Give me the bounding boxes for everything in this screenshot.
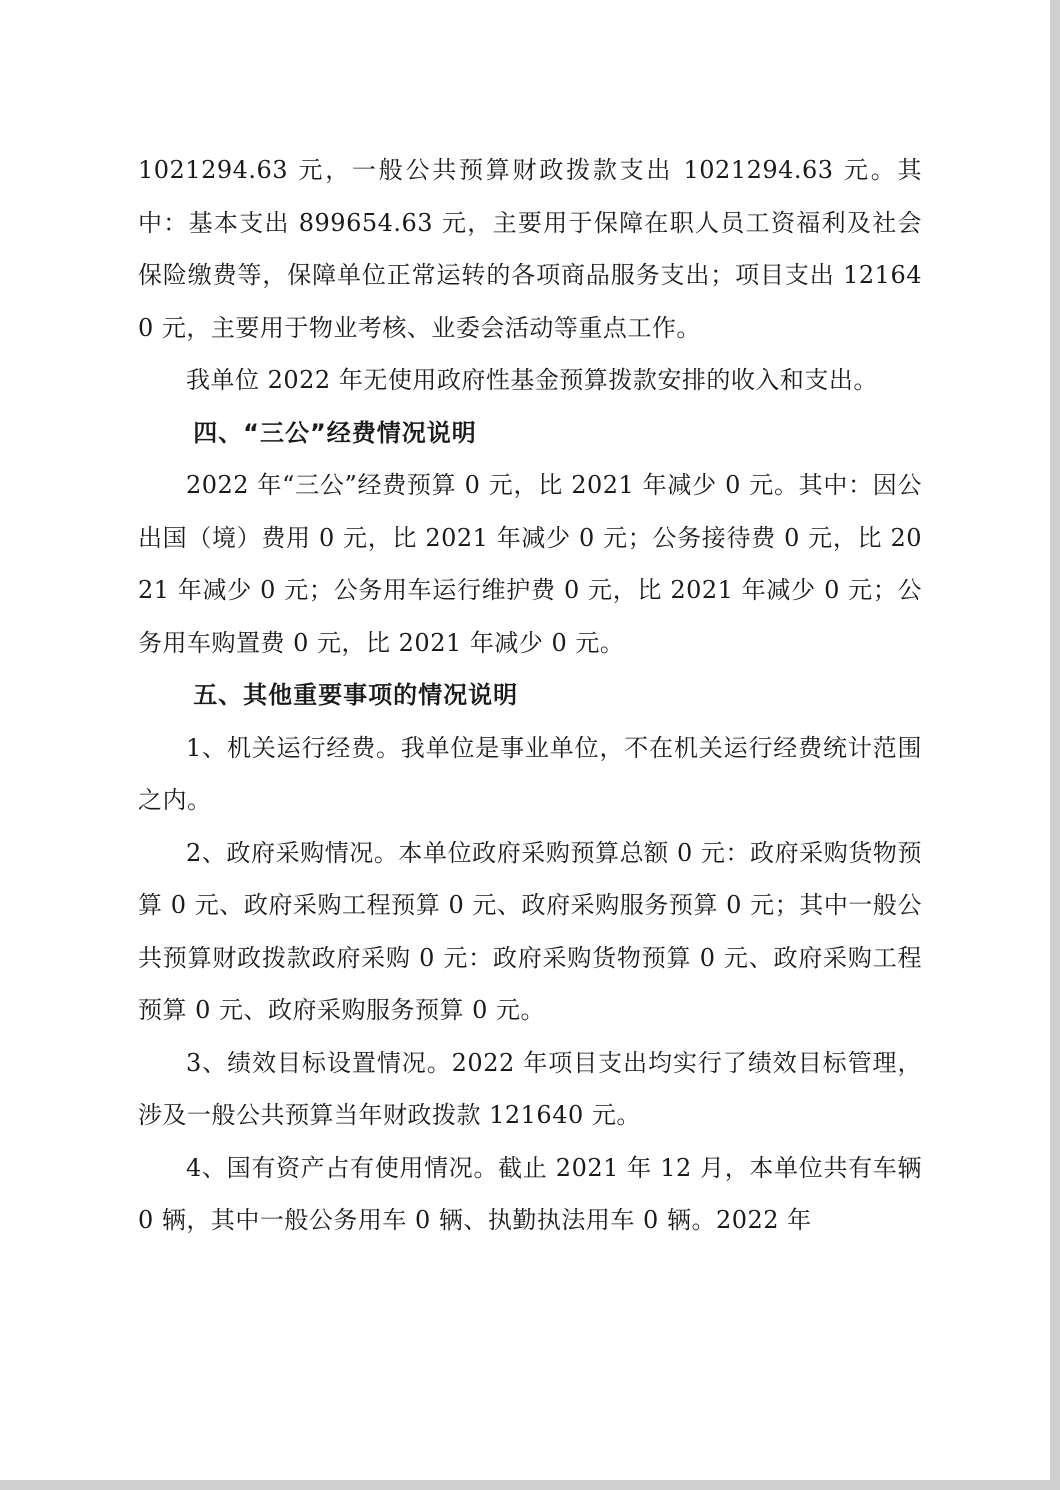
paragraph-government-procurement: 2、政府采购情况。本单位政府采购预算总额 0 元：政府采购货物预算 0 元、政府采购工程预算 0 元、政府采购服务预算 0 元；其中一般公共预算财政拨款政府采购 0 元：政府采购货物预算 0 元、政府采购工程预算 0 元、政府采购服务预算 0 元。 bbox=[138, 838, 922, 1024]
heading-three-public-expenses: 四、“三公”经费情况说明 bbox=[193, 418, 477, 447]
paragraph-state-assets: 4、国有资产占有使用情况。截止 2021 年 12 月，本单位共有车辆 0 辆，其中一般公务用车 0 辆、执勤执法用车 0 辆。2022 年 bbox=[138, 1153, 922, 1234]
paragraph-three-public-expenses: 2022 年“三公”经费预算 0 元，比 2021 年减少 0 元。其中：因公出国（境）费用 0 元，比 2021 年减少 0 元；公务接待费 0 元，比 2021 年减少 0 元；公务用车运行维护费 0 元，比 2021 年减少 0 元；公务用车购置费 0 元，比 2021 年减少 0 元。 bbox=[138, 471, 922, 657]
paragraph-government-fund: 我单位 2022 年无使用政府性基金预算拨款安排的收入和支出。 bbox=[186, 366, 878, 394]
heading-other-matters: 五、其他重要事项的情况说明 bbox=[193, 681, 519, 709]
document-body bbox=[138, 144, 922, 1247]
paragraph-expenditure-summary: 1021294.63 元，一般公共预算财政拨款支出 1021294.63 元。其中：基本支出 899654.63 元，主要用于保障在职人员工资福利及社会保险缴费等，保障单位正常运转的各项商品服务支出；项目支出 121640 元，主要用于物业考核、业委会活动等重点工作。 bbox=[138, 156, 922, 342]
paragraph-performance-goals: 3、绩效目标设置情况。2022 年项目支出均实行了绩效目标管理，涉及一般公共预算当年财政拨款 121640 元。 bbox=[138, 1048, 922, 1129]
paragraph-operating-expenses: 1、机关运行经费。我单位是事业单位，不在机关运行经费统计范围之内。 bbox=[138, 733, 922, 814]
